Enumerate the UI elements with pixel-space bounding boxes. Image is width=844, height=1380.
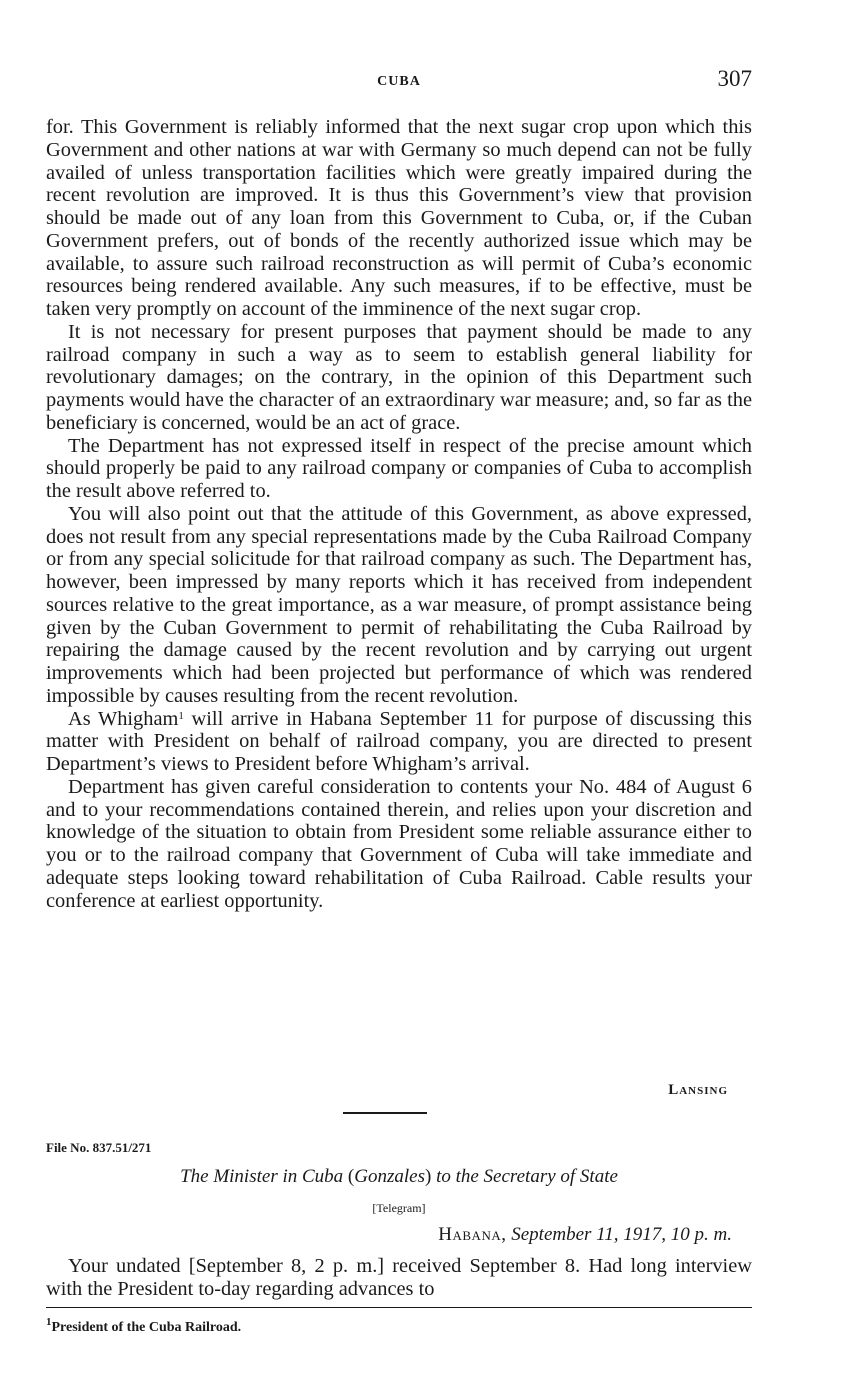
file-number: File No. 837.51/271 [46,1140,152,1155]
paragraph-5 [46,708,752,776]
footnote-text: President of the Cuba Railroad. [51,1320,242,1335]
title-close-paren: ) [424,1166,432,1187]
paragraph-1: for. This Government is reliably informed that the next sugar crop upon which this Government and other nations at war with Germany so much depend can not be fully availed of unless transportation facilities which were greatly impaired during the recent revolution are improved. It is thus this Government’s view that provision should be made out of any loan from this Government to Cuba, or, if the Cuban Government prefers, out of bonds of the recently authorized issue which may be available, to assure such railroad reconstruction as will permit of Cuba’s economic resources being rendered available. Any such measures, if to be effective, must be taken very promptly on account of the imminence of the next sugar crop. [46,116,752,320]
title-part-1: The Minister in Cuba [180,1166,348,1187]
signature [668,1082,728,1099]
title-part-2: to the Secretary of State [431,1166,618,1187]
telegram-text [46,1255,752,1301]
paragraph-5-start: As Whigham [68,707,179,730]
footnote-reference: 1 [178,709,184,722]
dateline-place: Habana, [438,1224,507,1245]
paragraph-5-rest: will arrive in Habana September 11 for purpose of discussing this matter with President on behalf of railroad company, you are directed to present Department’s views to President before Whigham’s arrival. [46,707,752,775]
paragraph-4: You will also point out that the attitude of this Government, as above expressed, does not result from any special representations made by the Cuba Railroad Company or from any special solicitude for that railroad company as such. The Department has, however, been impressed by many reports which it has received from independent sources relative to the great importance, as a war measure, of prompt assistance being given by the Cuban Government to permit of rehabilitating the Cuba Railroad by repairing the damage caused by the recent revolution and by carrying out urgent improvements which had been projected but performance of which was rendered impossible by causes resulting from the recent revolution. [46,502,752,707]
dateline [438,1224,732,1246]
dateline-date: September 11, 1917, 10 p. m. [511,1224,732,1245]
paragraph-6: Department has given careful consideration to contents your No. 484 of August 6 and to your recommendations contained therein, and relies upon your discretion and knowledge of the situation to obtain from President some reliable assurance either to you or to the railroad company that Government of Cuba will take immediate and adequate steps looking toward rehabilitation of Cuba Railroad. Cable results your conference at earliest opportunity. [46,775,752,912]
body-text [46,116,752,912]
paragraph-3: The Department has not expressed itself in respect of the precise amount which should properly be paid to any railroad company or companies of Cuba to accomplish the result above referred to. [46,434,752,502]
signature-name: Lansing [668,1082,728,1098]
footnote-marker: 1 [46,1316,52,1328]
page-number: 307 [717,66,752,91]
document-type: [Telegram] [372,1201,426,1215]
telegram-paragraph: Your undated [September 8, 2 p. m.] received September 8. Had long interview with the President to-day regarding advances to [46,1255,752,1300]
footnote [46,1316,242,1336]
title-open-paren: ( [347,1166,355,1187]
paragraph-2: It is not necessary for present purposes that payment should be made to any railroad company in such a way as to seem to establish general liability for revolutionary damages; on the contrary, in the opinion of this Department such payments would have the character of an extraordinary war measure; and, so far as the beneficiary is concerned, would be an act of grace. [46,320,753,434]
document-title [46,1166,752,1188]
section-divider [343,1112,427,1114]
running-head: CUBA [377,74,421,89]
page-header [46,66,752,96]
title-name: Gonzales [354,1166,425,1187]
footnote-rule [46,1307,752,1308]
